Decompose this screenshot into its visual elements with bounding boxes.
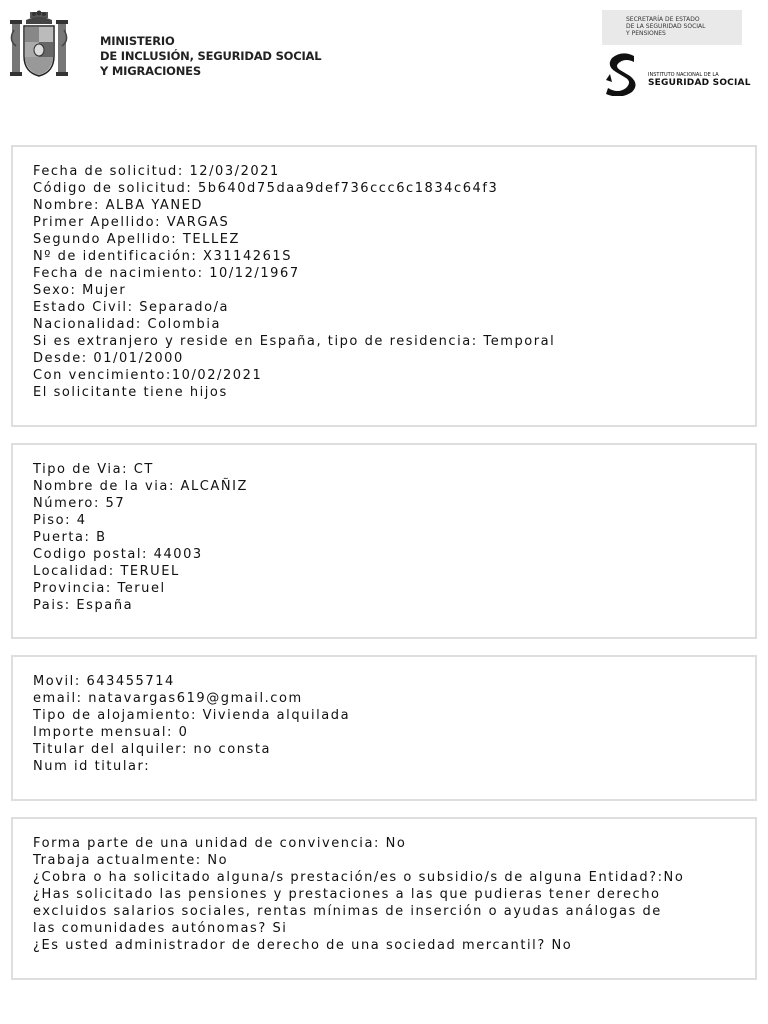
field-line: Nº de identificación: X3114261S	[33, 249, 293, 264]
field-line: Titular del alquiler: no consta	[33, 742, 272, 757]
field-line: Sexo: Mujer	[33, 283, 127, 298]
secretaria-line: DE LA SEGURIDAD SOCIAL	[626, 23, 706, 30]
ministry-line: DE INCLUSIÓN, SEGURIDAD SOCIAL	[100, 49, 322, 63]
field-line: Con vencimiento:10/02/2021	[33, 368, 263, 383]
coat-of-arms-icon	[10, 10, 68, 82]
ministry-name	[100, 34, 321, 79]
field-line: Tipo de alojamiento: Vivienda alquilada	[33, 708, 351, 723]
field-line: Desde: 01/01/2000	[33, 351, 184, 366]
ministry-line: MINISTERIO	[100, 34, 175, 48]
institute-main-label: SEGURIDAD SOCIAL	[648, 78, 751, 88]
field-line: Trabaja actualmente: No	[33, 853, 229, 868]
ministry-line: Y MIGRACIONES	[100, 64, 201, 78]
secretaria-line: Y PENSIONES	[626, 30, 666, 37]
field-line: Movil: 643455714	[33, 674, 175, 689]
secretaria-line: SECRETARÍA DE ESTADO	[626, 16, 700, 23]
field-line: Nacionalidad: Colombia	[33, 317, 222, 332]
field-line: Fecha de solicitud: 12/03/2021	[33, 164, 280, 179]
field-line: Provincia: Teruel	[33, 581, 166, 596]
field-line: Num id titular:	[33, 759, 151, 774]
declarations-panel	[11, 817, 757, 980]
field-line: Codigo postal: 44003	[33, 547, 203, 562]
institute-small-label: INSTITUTO NACIONAL DE LA	[648, 72, 719, 78]
field-line: ¿Es usted administrador de derecho de una sociedad mercantil? No	[33, 938, 573, 953]
address-panel	[11, 443, 757, 639]
field-line: Localidad: TERUEL	[33, 564, 180, 579]
field-line: Puerta: B	[33, 530, 107, 545]
field-line: Si es extranjero y reside en España, tipo de residencia: Temporal	[33, 334, 556, 349]
field-line: El solicitante tiene hijos	[33, 385, 228, 400]
field-line: excluidos salarios sociales, rentas mínimas de inserción o ayudas análogas de	[33, 904, 662, 919]
seguridad-social-logo-icon	[604, 50, 640, 96]
institute-name	[648, 72, 751, 88]
field-line: Código de solicitud: 5b640d75daa9def736ccc6c1834c64f3	[33, 181, 499, 196]
field-line: Fecha de nacimiento: 10/12/1967	[33, 266, 300, 281]
field-line: Importe mensual: 0	[33, 725, 189, 740]
field-line: email: natavargas619@gmail.com	[33, 691, 303, 706]
field-line: Nombre de la via: ALCAÑIZ	[33, 479, 248, 494]
personal-data-panel	[11, 145, 757, 427]
field-line: Pais: España	[33, 598, 134, 613]
contact-housing-panel	[11, 655, 757, 801]
field-line: Número: 57	[33, 496, 126, 511]
field-line: ¿Cobra o ha solicitado alguna/s prestación/es o subsidio/s de alguna Entidad?:No	[33, 870, 685, 885]
field-line: las comunidades autónomas? Si	[33, 921, 288, 936]
field-line: Forma parte de una unidad de convivencia: No	[33, 836, 407, 851]
field-line: Tipo de Via: CT	[33, 462, 154, 477]
secretaria-label	[602, 10, 742, 45]
field-line: Nombre: ALBA YANED	[33, 198, 203, 213]
field-line: ¿Has solicitado las pensiones y prestaciones a las que pudieras tener derecho	[33, 887, 661, 902]
field-line: Segundo Apellido: TELLEZ	[33, 232, 240, 247]
document-header	[0, 0, 768, 120]
field-line: Estado Civil: Separado/a	[33, 300, 230, 315]
field-line: Primer Apellido: VARGAS	[33, 215, 230, 230]
field-line: Piso: 4	[33, 513, 87, 528]
